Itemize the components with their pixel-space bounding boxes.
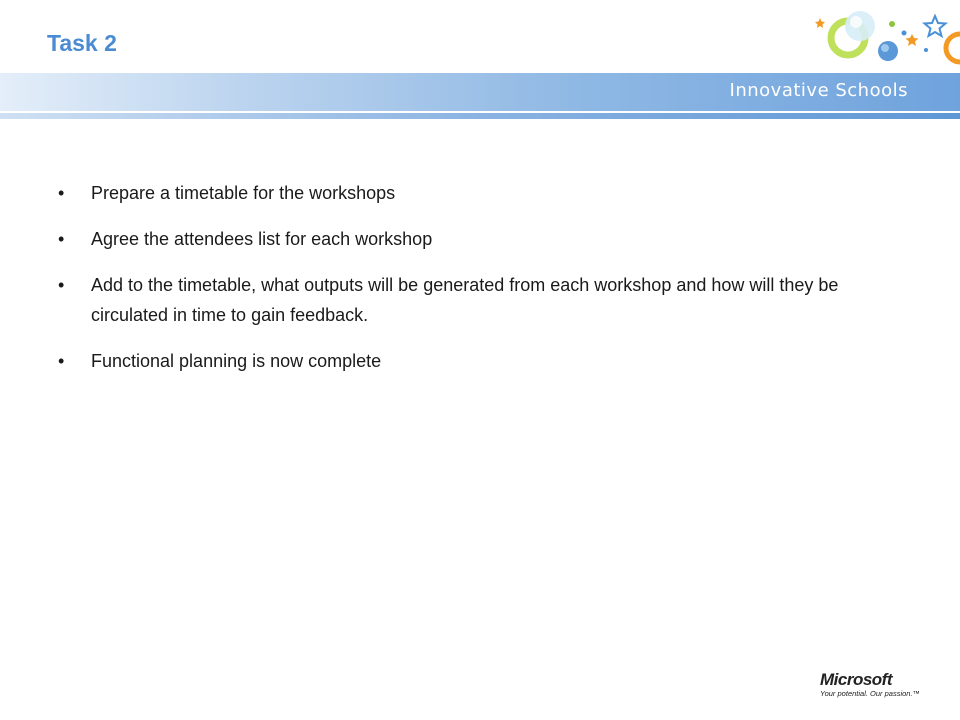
outline-star-icon <box>925 16 946 36</box>
orange-ring-icon <box>946 34 960 62</box>
microsoft-logo <box>820 670 921 699</box>
brand-decoration-icon <box>808 4 960 70</box>
orange-star-icon <box>906 34 919 46</box>
brand-name: Innovative Schools <box>729 80 908 101</box>
slide-title: Task 2 <box>47 30 117 56</box>
small-star-icon <box>815 18 825 28</box>
bullet-list <box>58 178 898 392</box>
header-rule <box>0 113 960 119</box>
blue-ball-icon <box>878 41 898 61</box>
bullet-item: • Agree the attendees list for each workshop <box>58 224 898 254</box>
bullet-item: • Functional planning is now complete <box>58 346 898 376</box>
bullet-item: • Prepare a timetable for the workshops <box>58 178 898 208</box>
microsoft-wordmark: Microsoft <box>820 670 892 689</box>
bullet-item: • Add to the timetable, what outputs will be generated from each workshop and how will they be circulated in time to gain feedback. <box>58 270 898 330</box>
green-dot-icon <box>889 21 895 27</box>
microsoft-tagline: Your potential. Our passion.™ <box>820 689 921 698</box>
